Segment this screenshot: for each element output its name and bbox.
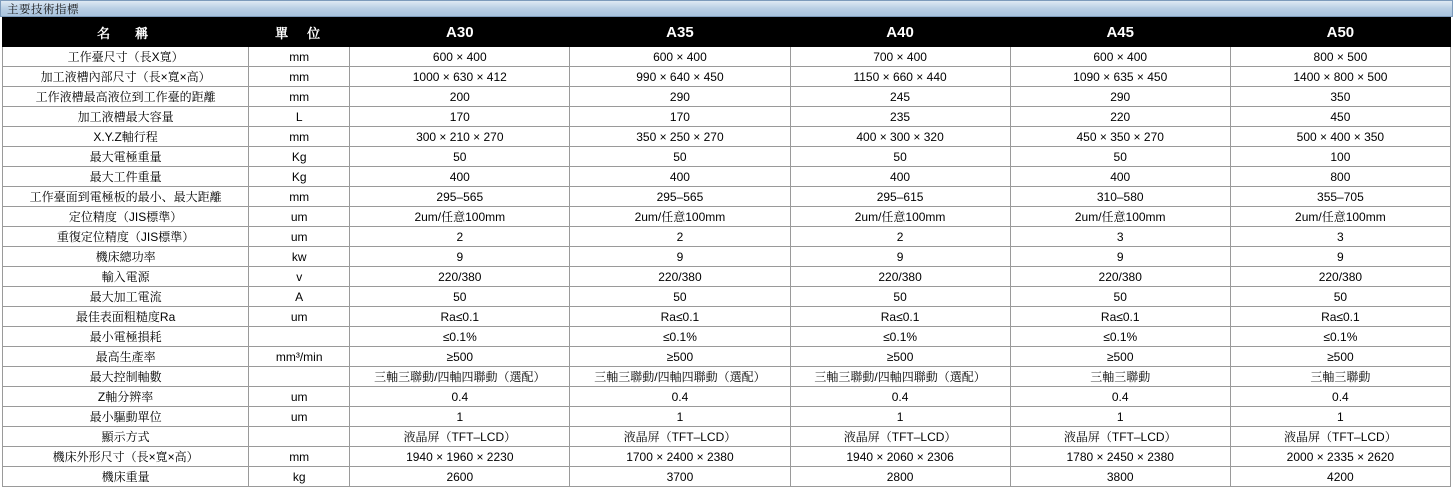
cell-a35: 3700 xyxy=(570,467,790,487)
cell-a30: 50 xyxy=(350,287,570,307)
cell-a40: 50 xyxy=(790,147,1010,167)
cell-a30: 9 xyxy=(350,247,570,267)
cell-a45: 220/380 xyxy=(1010,267,1230,287)
row-unit: kg xyxy=(249,467,350,487)
row-label: 定位精度（JIS標準） xyxy=(3,207,249,227)
table-row xyxy=(3,87,1451,107)
cell-a35: 50 xyxy=(570,147,790,167)
table-row xyxy=(3,407,1451,427)
cell-a35: 295–565 xyxy=(570,187,790,207)
table-row xyxy=(3,107,1451,127)
title-bar xyxy=(0,0,1453,17)
row-label: 重復定位精度（JIS標準） xyxy=(3,227,249,247)
cell-a35: 350 × 250 × 270 xyxy=(570,127,790,147)
cell-a40: 1150 × 660 × 440 xyxy=(790,67,1010,87)
table-row xyxy=(3,147,1451,167)
cell-a35: 290 xyxy=(570,87,790,107)
table-row xyxy=(3,347,1451,367)
cell-a30: 1000 × 630 × 412 xyxy=(350,67,570,87)
table-row xyxy=(3,387,1451,407)
table-row xyxy=(3,447,1451,467)
cell-a40: 2800 xyxy=(790,467,1010,487)
column-header-a35: A35 xyxy=(570,18,790,47)
table-row xyxy=(3,187,1451,207)
row-unit: kw xyxy=(249,247,350,267)
cell-a30: 170 xyxy=(350,107,570,127)
row-label: 輸入電源 xyxy=(3,267,249,287)
row-unit: mm³/min xyxy=(249,347,350,367)
table-row xyxy=(3,287,1451,307)
table-row xyxy=(3,427,1451,447)
cell-a35: 液晶屏（TFT–LCD） xyxy=(570,427,790,447)
cell-a35: 2um/任意100mm xyxy=(570,207,790,227)
cell-a35: 990 × 640 × 450 xyxy=(570,67,790,87)
cell-a30: 200 xyxy=(350,87,570,107)
cell-a50: Ra≤0.1 xyxy=(1230,307,1450,327)
cell-a45: 2um/任意100mm xyxy=(1010,207,1230,227)
cell-a50: 3 xyxy=(1230,227,1450,247)
cell-a35: Ra≤0.1 xyxy=(570,307,790,327)
row-unit: mm xyxy=(249,187,350,207)
cell-a50: 800 × 500 xyxy=(1230,47,1450,67)
row-unit: Kg xyxy=(249,167,350,187)
table-row xyxy=(3,67,1451,87)
table-row xyxy=(3,207,1451,227)
row-label: 工作液槽最高液位到工作臺的距離 xyxy=(3,87,249,107)
cell-a50: 0.4 xyxy=(1230,387,1450,407)
table-row xyxy=(3,307,1451,327)
cell-a45: ≤0.1% xyxy=(1010,327,1230,347)
row-label: 最佳表面粗糙度Ra xyxy=(3,307,249,327)
cell-a35: 三軸三聯動/四軸四聯動（選配） xyxy=(570,367,790,387)
row-label: Z軸分辨率 xyxy=(3,387,249,407)
cell-a45: 220 xyxy=(1010,107,1230,127)
specifications-table xyxy=(2,17,1451,487)
cell-a45: 1780 × 2450 × 2380 xyxy=(1010,447,1230,467)
cell-a35: 600 × 400 xyxy=(570,47,790,67)
row-label: 最大電極重量 xyxy=(3,147,249,167)
cell-a45: 3 xyxy=(1010,227,1230,247)
row-unit: um xyxy=(249,227,350,247)
cell-a40: 2 xyxy=(790,227,1010,247)
row-unit: mm xyxy=(249,47,350,67)
row-label: 機床外形尺寸（長×寬×高） xyxy=(3,447,249,467)
table-header-row xyxy=(3,18,1451,47)
column-header-unit: 單 位 xyxy=(249,18,350,47)
row-unit: mm xyxy=(249,87,350,107)
cell-a30: 1940 × 1960 × 2230 xyxy=(350,447,570,467)
row-unit: v xyxy=(249,267,350,287)
cell-a35: 50 xyxy=(570,287,790,307)
row-unit: um xyxy=(249,407,350,427)
cell-a40: 50 xyxy=(790,287,1010,307)
cell-a30: 400 xyxy=(350,167,570,187)
cell-a40: 1940 × 2060 × 2306 xyxy=(790,447,1010,467)
row-label: X.Y.Z軸行程 xyxy=(3,127,249,147)
cell-a45: 三軸三聯動 xyxy=(1010,367,1230,387)
cell-a50: 355–705 xyxy=(1230,187,1450,207)
cell-a30: 2um/任意100mm xyxy=(350,207,570,227)
row-label: 顯示方式 xyxy=(3,427,249,447)
cell-a30: 220/380 xyxy=(350,267,570,287)
cell-a50: 1400 × 800 × 500 xyxy=(1230,67,1450,87)
cell-a30: 0.4 xyxy=(350,387,570,407)
cell-a40: Ra≤0.1 xyxy=(790,307,1010,327)
column-header-a45: A45 xyxy=(1010,18,1230,47)
cell-a50: 1 xyxy=(1230,407,1450,427)
cell-a50: 100 xyxy=(1230,147,1450,167)
cell-a50: 9 xyxy=(1230,247,1450,267)
cell-a50: ≤0.1% xyxy=(1230,327,1450,347)
column-header-a30: A30 xyxy=(350,18,570,47)
cell-a45: 310–580 xyxy=(1010,187,1230,207)
cell-a45: 50 xyxy=(1010,287,1230,307)
row-label: 最高生產率 xyxy=(3,347,249,367)
cell-a45: 液晶屏（TFT–LCD） xyxy=(1010,427,1230,447)
cell-a50: 2000 × 2335 × 2620 xyxy=(1230,447,1450,467)
row-unit xyxy=(249,327,350,347)
row-unit: mm xyxy=(249,447,350,467)
cell-a45: 290 xyxy=(1010,87,1230,107)
cell-a50: 液晶屏（TFT–LCD） xyxy=(1230,427,1450,447)
cell-a50: 350 xyxy=(1230,87,1450,107)
row-label: 機床總功率 xyxy=(3,247,249,267)
row-label: 最小電極損耗 xyxy=(3,327,249,347)
cell-a35: 1 xyxy=(570,407,790,427)
cell-a45: Ra≤0.1 xyxy=(1010,307,1230,327)
cell-a40: 0.4 xyxy=(790,387,1010,407)
cell-a40: 245 xyxy=(790,87,1010,107)
cell-a50: 220/380 xyxy=(1230,267,1450,287)
page-title: 主要技術指標 xyxy=(7,3,79,16)
row-label: 工作臺面到電極板的最小、最大距離 xyxy=(3,187,249,207)
cell-a50: 三軸三聯動 xyxy=(1230,367,1450,387)
cell-a45: 1090 × 635 × 450 xyxy=(1010,67,1230,87)
row-unit: um xyxy=(249,307,350,327)
cell-a40: 295–615 xyxy=(790,187,1010,207)
cell-a30: 300 × 210 × 270 xyxy=(350,127,570,147)
table-row xyxy=(3,247,1451,267)
cell-a35: ≥500 xyxy=(570,347,790,367)
cell-a40: 9 xyxy=(790,247,1010,267)
cell-a35: 0.4 xyxy=(570,387,790,407)
cell-a30: Ra≤0.1 xyxy=(350,307,570,327)
cell-a50: 500 × 400 × 350 xyxy=(1230,127,1450,147)
cell-a30: 2 xyxy=(350,227,570,247)
cell-a45: ≥500 xyxy=(1010,347,1230,367)
column-header-name: 名 稱 xyxy=(3,18,249,47)
cell-a35: 2 xyxy=(570,227,790,247)
table-row xyxy=(3,127,1451,147)
row-label: 加工液槽最大容量 xyxy=(3,107,249,127)
row-unit xyxy=(249,427,350,447)
row-unit: A xyxy=(249,287,350,307)
cell-a35: 220/380 xyxy=(570,267,790,287)
table-row xyxy=(3,267,1451,287)
cell-a35: 170 xyxy=(570,107,790,127)
row-unit: mm xyxy=(249,67,350,87)
cell-a40: ≤0.1% xyxy=(790,327,1010,347)
cell-a40: 三軸三聯動/四軸四聯動（選配） xyxy=(790,367,1010,387)
table-row xyxy=(3,367,1451,387)
cell-a50: 800 xyxy=(1230,167,1450,187)
column-header-a50: A50 xyxy=(1230,18,1450,47)
cell-a40: 235 xyxy=(790,107,1010,127)
table-row xyxy=(3,47,1451,67)
table-row xyxy=(3,327,1451,347)
cell-a35: 400 xyxy=(570,167,790,187)
cell-a35: 1700 × 2400 × 2380 xyxy=(570,447,790,467)
cell-a35: 9 xyxy=(570,247,790,267)
table-row xyxy=(3,167,1451,187)
row-unit: um xyxy=(249,207,350,227)
row-label: 加工液槽內部尺寸（長×寬×高） xyxy=(3,67,249,87)
table-row xyxy=(3,467,1451,487)
cell-a30: 600 × 400 xyxy=(350,47,570,67)
cell-a30: 1 xyxy=(350,407,570,427)
cell-a30: ≤0.1% xyxy=(350,327,570,347)
cell-a40: ≥500 xyxy=(790,347,1010,367)
row-label: 最大工件重量 xyxy=(3,167,249,187)
cell-a35: ≤0.1% xyxy=(570,327,790,347)
cell-a40: 700 × 400 xyxy=(790,47,1010,67)
cell-a45: 450 × 350 × 270 xyxy=(1010,127,1230,147)
row-unit: Kg xyxy=(249,147,350,167)
cell-a30: 液晶屏（TFT–LCD） xyxy=(350,427,570,447)
cell-a30: ≥500 xyxy=(350,347,570,367)
column-header-a40: A40 xyxy=(790,18,1010,47)
cell-a40: 400 × 300 × 320 xyxy=(790,127,1010,147)
cell-a45: 400 xyxy=(1010,167,1230,187)
table-row xyxy=(3,227,1451,247)
row-label: 工作臺尺寸（長X寬） xyxy=(3,47,249,67)
table-body xyxy=(3,18,1451,487)
row-label: 最小驅動單位 xyxy=(3,407,249,427)
cell-a40: 液晶屏（TFT–LCD） xyxy=(790,427,1010,447)
cell-a45: 600 × 400 xyxy=(1010,47,1230,67)
cell-a50: 2um/任意100mm xyxy=(1230,207,1450,227)
cell-a45: 3800 xyxy=(1010,467,1230,487)
cell-a45: 0.4 xyxy=(1010,387,1230,407)
cell-a50: 50 xyxy=(1230,287,1450,307)
cell-a30: 三軸三聯動/四軸四聯動（選配） xyxy=(350,367,570,387)
cell-a40: 400 xyxy=(790,167,1010,187)
cell-a30: 50 xyxy=(350,147,570,167)
cell-a30: 295–565 xyxy=(350,187,570,207)
row-label: 最大加工電流 xyxy=(3,287,249,307)
row-unit: L xyxy=(249,107,350,127)
row-unit xyxy=(249,367,350,387)
row-unit: um xyxy=(249,387,350,407)
cell-a30: 2600 xyxy=(350,467,570,487)
row-unit: mm xyxy=(249,127,350,147)
cell-a50: 450 xyxy=(1230,107,1450,127)
cell-a45: 1 xyxy=(1010,407,1230,427)
row-label: 機床重量 xyxy=(3,467,249,487)
cell-a45: 9 xyxy=(1010,247,1230,267)
cell-a50: 4200 xyxy=(1230,467,1450,487)
row-label: 最大控制軸數 xyxy=(3,367,249,387)
cell-a50: ≥500 xyxy=(1230,347,1450,367)
cell-a45: 50 xyxy=(1010,147,1230,167)
cell-a40: 1 xyxy=(790,407,1010,427)
cell-a40: 2um/任意100mm xyxy=(790,207,1010,227)
cell-a40: 220/380 xyxy=(790,267,1010,287)
